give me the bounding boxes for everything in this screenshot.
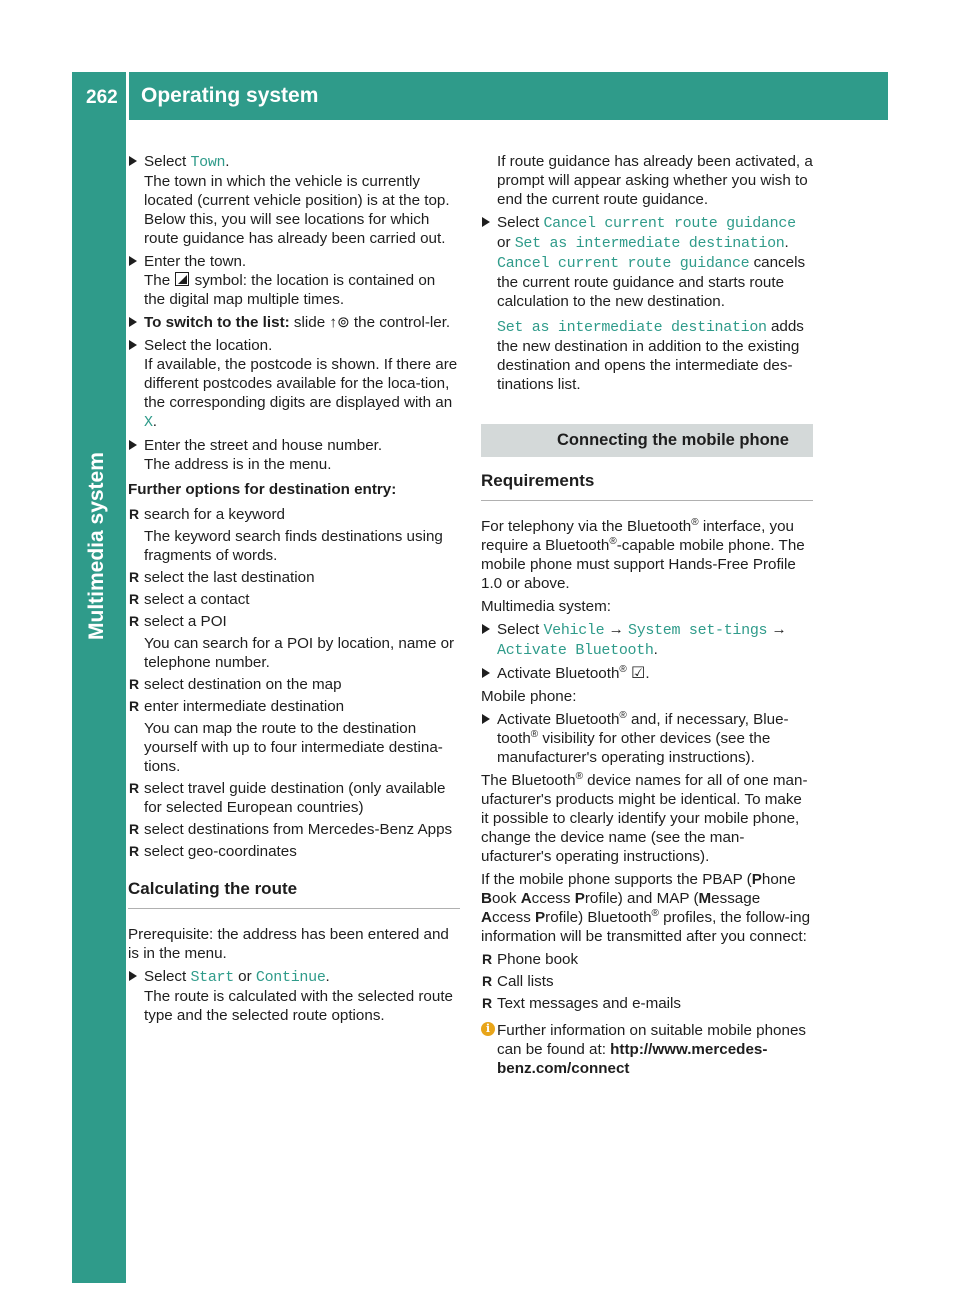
- step-activate-bluetooth-check: Activate Bluetooth® ☑.: [481, 664, 813, 683]
- list-item: R Phone book: [482, 951, 579, 968]
- list-item: R select a POI You can search for a POI by location, name or telephone number.: [129, 613, 455, 671]
- menu-item-town: Town: [190, 154, 226, 171]
- multiple-locations-icon: [175, 272, 189, 286]
- info-icon: i: [481, 1022, 495, 1036]
- step-arrow-icon: [129, 340, 137, 350]
- step-select-cancel-or-set: Select Cancel current route guidance or Set as intermediate destination. Cancel current route guidance cancels the current route guidance and starts route calculation to the new destination. Set as intermediate destination adds the new destination in addition to the existing destination and opens the intermediate des-tinations list.: [481, 213, 813, 394]
- menu-item-set-intermediate: Set as intermediate destination: [514, 235, 785, 252]
- bullet-icon: R: [129, 821, 140, 837]
- menu-item-start: Start: [190, 969, 234, 986]
- menu-item-system-settings: System set-tings: [628, 622, 768, 639]
- bullet-icon: R: [129, 613, 140, 629]
- requirements-heading: Requirements: [481, 471, 813, 501]
- list-item: R Call lists: [482, 973, 554, 990]
- step-arrow-icon: [129, 317, 137, 327]
- route-active-intro: If route guidance has already been activated, a prompt will appear asking whether you wish to end the current route guidance.: [497, 153, 813, 208]
- bullet-icon: R: [482, 951, 493, 967]
- section-connecting-phone: Connecting the mobile phone: [481, 424, 813, 457]
- step-select-start: Select Start or Continue. The route is calculated with the selected route type and the selected route options.: [128, 967, 460, 1025]
- step-arrow-icon: [129, 440, 137, 450]
- pbap-map-note: If the mobile phone supports the PBAP (Phone Book Access Profile) and MAP (Message Access Profile) Bluetooth® profiles, the follow-ing information will be transmitted after you connect:: [481, 871, 811, 945]
- transmitted-list: [481, 950, 813, 1013]
- calculating-route-heading: Calculating the route: [128, 879, 460, 909]
- step-enter-town: Enter the town. The symbol: the location is contained on the digital map multiple times.: [128, 252, 460, 309]
- list-item: R select geo-coordinates: [129, 843, 297, 860]
- bullet-icon: R: [129, 698, 140, 714]
- menu-item-activate-bluetooth: Activate Bluetooth: [497, 642, 654, 659]
- step-arrow-icon: [129, 971, 137, 981]
- bullet-icon: R: [129, 676, 140, 692]
- list-item: R enter intermediate destination You can map the route to the destination yourself with up to four intermediate destina-tions.: [129, 698, 443, 775]
- step-arrow-icon: [482, 668, 490, 678]
- bullet-icon: R: [129, 569, 140, 585]
- postcode-marker: X: [144, 414, 153, 431]
- step-phone-bluetooth: Activate Bluetooth® and, if necessary, Blue-tooth® visibility for other devices (see the manufacturer's operating instructions).: [481, 710, 813, 767]
- step-activate-bluetooth-menu: Select Vehicle → System set-tings → Activate Bluetooth.: [481, 620, 813, 660]
- menu-item-set-intermediate: Set as intermediate destination: [497, 319, 767, 336]
- list-item: R select destinations from Mercedes-Benz Apps: [129, 821, 453, 838]
- bullet-icon: R: [129, 506, 140, 522]
- options-list: [128, 505, 460, 861]
- list-item: R Text messages and e-mails: [482, 995, 682, 1012]
- menu-item-cancel-route: Cancel current route guidance: [497, 255, 750, 272]
- page-number: 262: [86, 87, 118, 108]
- bullet-icon: R: [129, 591, 140, 607]
- bullet-icon: R: [129, 843, 140, 859]
- mobile-phone-label: Mobile phone:: [481, 688, 577, 705]
- step-select-town: Select Town. The town in which the vehicle is currently located (current vehicle position) is at the top. Below this, you will see locations for which route guidance has already been carried out.: [128, 152, 460, 248]
- checkbox-checked-icon: ☑: [631, 665, 646, 682]
- menu-item-cancel-route: Cancel current route guidance: [543, 215, 796, 232]
- requirements-text: For telephony via the Bluetooth® interface, you require a Bluetooth®-capable mobile phone. The mobile phone must support Hands-Free Profile 1.0 or above.: [481, 516, 805, 592]
- device-names-note: The Bluetooth® device names for all of one man-ufacturer's products might be identical. To make it possible to clearly identify your mobile phone, change the device name (see the man-ufacturer's operating instructions).: [481, 770, 808, 865]
- left-column: [128, 152, 460, 1029]
- step-arrow-icon: [129, 156, 137, 166]
- calc-prerequisite: Prerequisite: the address has been entered and is in the menu.: [128, 926, 449, 962]
- menu-item-vehicle: Vehicle: [543, 622, 605, 639]
- menu-item-continue: Continue: [255, 969, 326, 986]
- further-options-heading: Further options for destination entry:: [128, 481, 397, 498]
- list-item: R select the last destination: [129, 569, 315, 586]
- step-switch-list: To switch to the list: slide ↑⊚ the control-ler.: [128, 313, 460, 332]
- list-item: R search for a keyword The keyword search finds destinations using fragments of words.: [129, 506, 443, 564]
- bullet-icon: R: [482, 995, 493, 1011]
- step-arrow-icon: [482, 217, 490, 227]
- chapter-sidebar: [72, 120, 126, 1283]
- connect-url: http://www.mercedes-benz.com/connect: [497, 1041, 768, 1077]
- step-arrow-icon: [482, 714, 490, 724]
- step-enter-street: Enter the street and house number. The address is in the menu.: [128, 436, 460, 474]
- step-arrow-icon: [129, 256, 137, 266]
- controller-icon: ↑⊚: [329, 314, 350, 331]
- bullet-icon: R: [482, 973, 493, 989]
- page-title: Operating system: [141, 84, 319, 107]
- list-item: R select destination on the map: [129, 676, 342, 693]
- step-select-location: Select the location. If available, the postcode is shown. If there are different postcodes available for the loca-tion, the corresponding digits are displayed with an X.: [128, 336, 460, 432]
- chapter-marker: [72, 1230, 126, 1283]
- right-column: [481, 152, 813, 1078]
- info-note: i Further information on suitable mobile phones can be found at: http://www.mercedes-benz.com/connect: [481, 1021, 813, 1078]
- list-item: R select a contact: [129, 591, 250, 608]
- header-separator: [126, 72, 129, 120]
- list-item: R select travel guide destination (only available for selected European countries): [129, 780, 446, 816]
- multimedia-label: Multimedia system:: [481, 598, 611, 615]
- chapter-label: Multimedia system: [85, 452, 108, 640]
- bullet-icon: R: [129, 780, 140, 796]
- step-arrow-icon: [482, 624, 490, 634]
